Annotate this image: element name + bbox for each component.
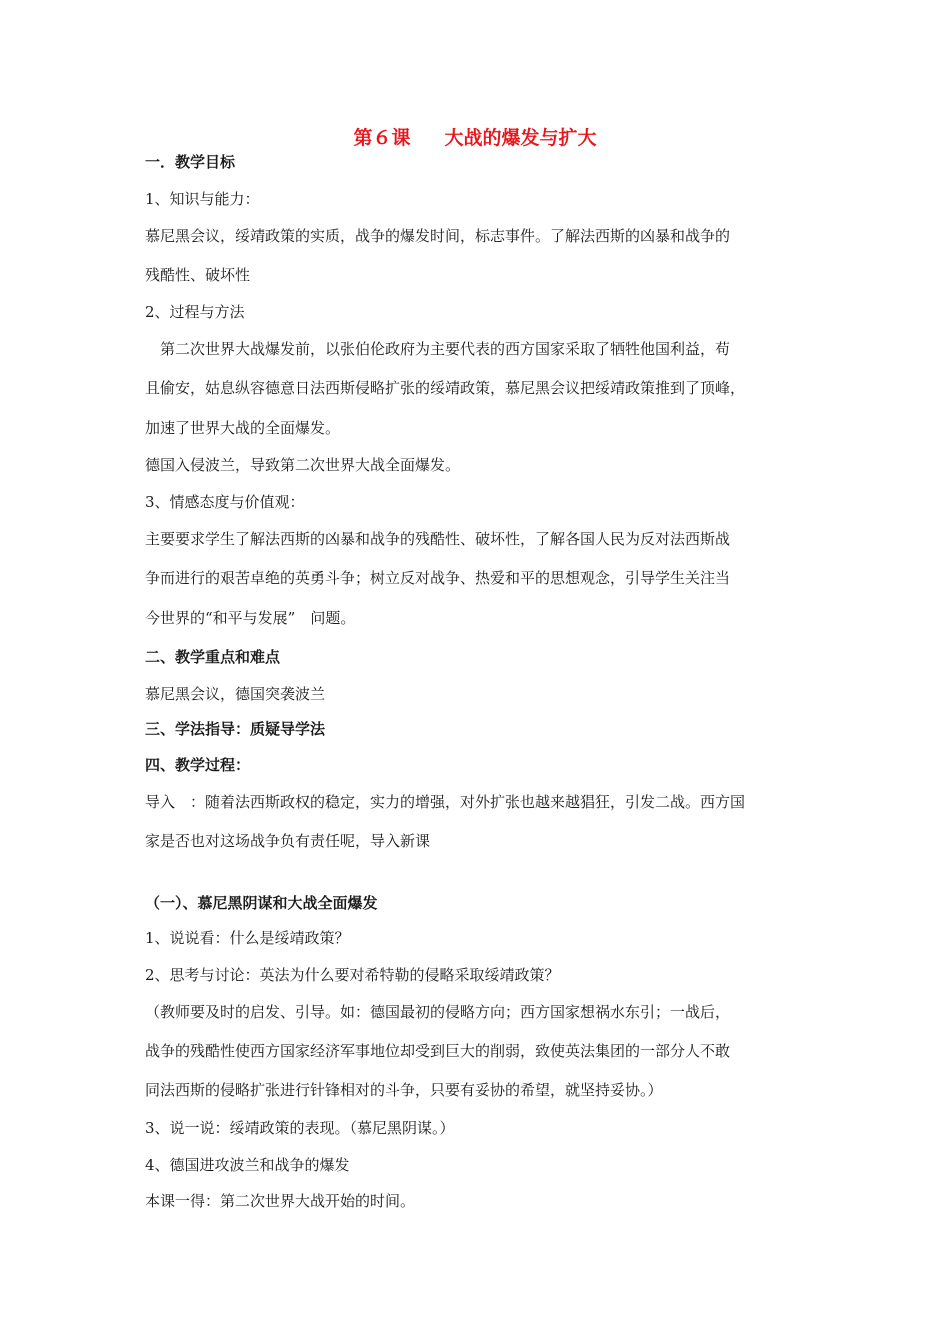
- paragraph-line: 第二次世界大战爆发前，以张伯伦政府为主要代表的西方国家采取了牺牲他国利益，苟: [145, 340, 731, 358]
- paragraph-line: 导入 ：随着法西斯政权的稳定，实力的增强，对外扩张也越来越猖狂，引发二战。西方国: [145, 793, 746, 811]
- paragraph-line: 家是否也对这场战争负有责任呢，导入新课: [145, 832, 431, 850]
- list-item: 2、思考与讨论：英法为什么要对希特勒的侵略采取绥靖政策？: [145, 966, 560, 984]
- paragraph-line: 本课一得：第二次世界大战开始的时间。: [145, 1192, 416, 1210]
- paragraph-line: 残酷性、破坏性: [145, 266, 251, 284]
- subheading-process: 2、过程与方法: [145, 303, 245, 321]
- paragraph-line: 战争的残酷性使西方国家经济军事地位却受到巨大的削弱，致使英法集团的一部分人不敢: [145, 1042, 731, 1060]
- section-heading-method: 三、学法指导：质疑导学法: [145, 720, 326, 738]
- section-heading-objectives: 一．教学目标: [145, 153, 236, 171]
- paragraph-line: 加速了世界大战的全面爆发。: [145, 419, 341, 437]
- paragraph-line: 主要要求学生了解法西斯的凶暴和战争的残酷性、破坏性，了解各国人民为反对法西斯战: [145, 530, 731, 548]
- paragraph-line: （教师要及时的启发、引导。如：德国最初的侵略方向；西方国家想祸水东引；一战后，: [145, 1003, 731, 1021]
- section-heading-process: 四、教学过程：: [145, 756, 251, 774]
- paragraph-line: 慕尼黑会议，绥靖政策的实质，战争的爆发时间，标志事件。了解法西斯的凶暴和战争的: [145, 227, 731, 245]
- list-item: 3、说一说：绥靖政策的表现。（慕尼黑阴谋。）: [145, 1119, 455, 1137]
- subheading-knowledge: 1、知识与能力：: [145, 190, 260, 208]
- lesson-name: 大战的爆发与扩大: [444, 127, 597, 149]
- section-heading-key-points: 二、教学重点和难点: [145, 648, 281, 666]
- subsection-heading-munich: （一）、慕尼黑阴谋和大战全面爆发: [145, 894, 378, 912]
- list-item: 1、说说看：什么是绥靖政策？: [145, 929, 350, 947]
- paragraph-line: 同法西斯的侵略扩张进行针锋相对的斗争，只要有妥协的希望，就坚持妥协。）: [145, 1081, 663, 1099]
- paragraph-line: 且偷安，姑息纵容德意日法西斯侵略扩张的绥靖政策，慕尼黑会议把绥靖政策推到了顶峰，: [145, 379, 746, 397]
- paragraph-line: 今世界的“和平与发展” 问题。: [145, 609, 356, 627]
- paragraph-line: 争而进行的艰苦卓绝的英勇斗争；树立反对战争、热爱和平的思想观念，引导学生关注当: [145, 569, 731, 587]
- paragraph-line: 德国入侵波兰，导致第二次世界大战全面爆发。: [145, 456, 461, 474]
- lesson-number: 第６课: [353, 127, 411, 149]
- paragraph-line: 慕尼黑会议，德国突袭波兰: [145, 685, 326, 703]
- subheading-values: 3、情感态度与价值观：: [145, 493, 305, 511]
- lesson-title: [0, 124, 950, 152]
- list-item: 4、德国进攻波兰和战争的爆发: [145, 1156, 350, 1174]
